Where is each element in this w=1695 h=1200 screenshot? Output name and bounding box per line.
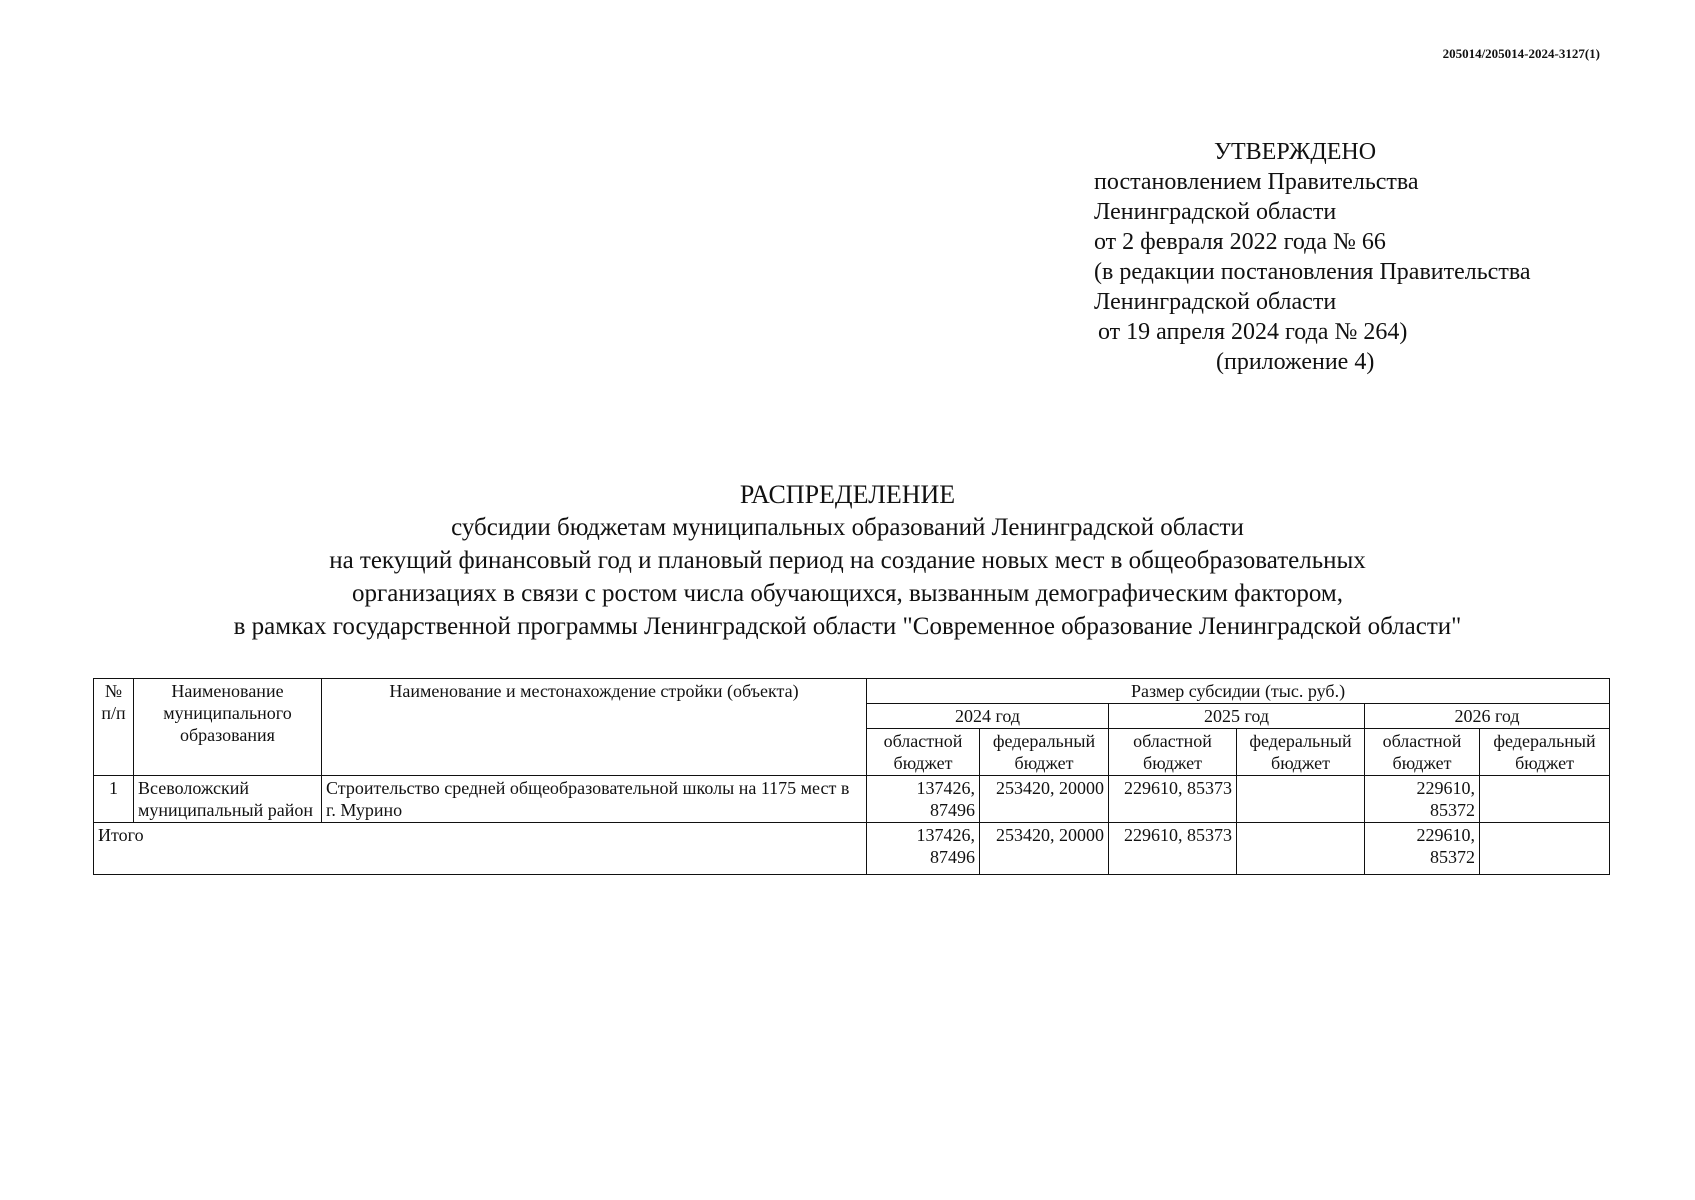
row-federal-2026	[1480, 776, 1610, 823]
header-year-2025: 2025 год	[1109, 704, 1365, 729]
header-federal-2026: федеральный бюджет	[1480, 729, 1610, 776]
approval-line-1: постановлением Правительства	[1094, 169, 1419, 195]
approval-heading: УТВЕРЖДЕНО	[1214, 139, 1377, 165]
document-id: 205014/205014-2024-3127(1)	[1442, 46, 1600, 61]
total-label: Итого	[94, 823, 867, 875]
header-federal-2025: федеральный бюджет	[1237, 729, 1365, 776]
row-municipality: Всеволожский муниципальный район	[134, 776, 322, 823]
table-header-row-1	[94, 679, 1610, 704]
header-subsidy: Размер субсидии (тыс. руб.)	[867, 679, 1610, 704]
header-regional-2025: областной бюджет	[1109, 729, 1237, 776]
title-line-1: субсидии бюджетам муниципальных образований Ленинградской области	[451, 514, 1244, 541]
row-federal-2025	[1237, 776, 1365, 823]
table-row	[94, 776, 1610, 823]
approval-line-6: от 19 апреля 2024 года № 264)	[1098, 319, 1408, 345]
row-num: 1	[94, 776, 134, 823]
row-federal-2024: 253420, 20000	[980, 776, 1109, 823]
approval-appendix: (приложение 4)	[1216, 349, 1375, 375]
approval-line-4: (в редакции постановления Правительства	[1094, 259, 1531, 285]
total-regional-2026: 229610, 85372	[1365, 823, 1480, 875]
header-federal-2024: федеральный бюджет	[980, 729, 1109, 776]
header-object: Наименование и местонахождение стройки (объекта)	[322, 679, 867, 776]
table-total-row	[94, 823, 1610, 875]
title-heading: РАСПРЕДЕЛЕНИЕ	[739, 480, 956, 509]
title-line-4: в рамках государственной программы Ленинградской области "Современное образование Ленинградской области"	[233, 613, 1462, 640]
total-regional-2024: 137426, 87496	[867, 823, 980, 875]
subsidy-table	[93, 678, 1610, 875]
header-municipality: Наименование муниципального образования	[134, 679, 322, 776]
title-line-3: организациях в связи с ростом числа обучающихся, вызванным демографическим фактором,	[352, 580, 1343, 607]
header-regional-2026: областной бюджет	[1365, 729, 1480, 776]
total-regional-2025: 229610, 85373	[1109, 823, 1237, 875]
row-object: Строительство средней общеобразовательной школы на 1175 мест в г. Мурино	[322, 776, 867, 823]
header-regional-2024: областной бюджет	[867, 729, 980, 776]
row-regional-2026: 229610, 85372	[1365, 776, 1480, 823]
approval-line-5: Ленинградской области	[1094, 289, 1337, 315]
approval-line-3: от 2 февраля 2022 года № 66	[1094, 229, 1386, 255]
approval-stamp	[1094, 137, 1531, 377]
row-regional-2024: 137426, 87496	[867, 776, 980, 823]
header-num: № п/п	[94, 679, 134, 776]
total-federal-2024: 253420, 20000	[980, 823, 1109, 875]
header-year-2026: 2026 год	[1365, 704, 1610, 729]
total-federal-2026	[1480, 823, 1610, 875]
title-line-2: на текущий финансовый год и плановый период на создание новых мест в общеобразовательных	[329, 547, 1366, 574]
total-federal-2025	[1237, 823, 1365, 875]
document-title	[0, 478, 1695, 643]
header-year-2024: 2024 год	[867, 704, 1109, 729]
approval-line-2: Ленинградской области	[1094, 199, 1337, 225]
row-regional-2025: 229610, 85373	[1109, 776, 1237, 823]
